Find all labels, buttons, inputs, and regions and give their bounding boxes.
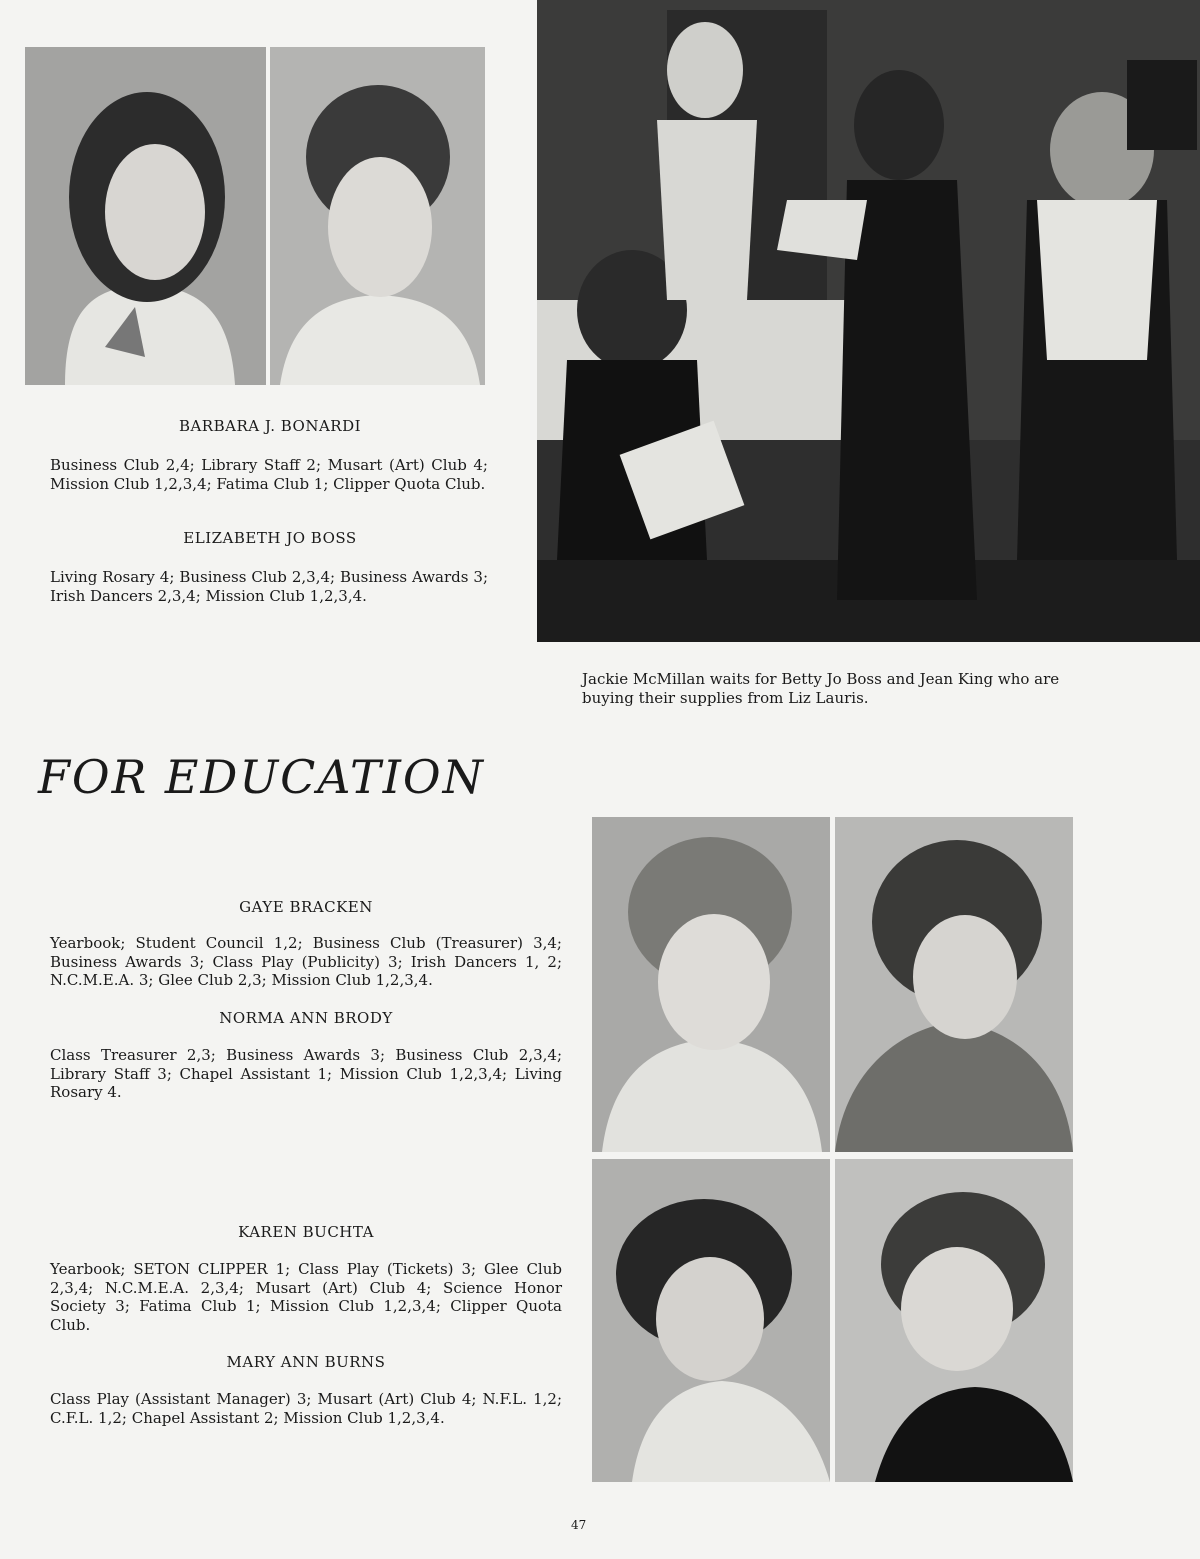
page-number: 47 xyxy=(571,1518,587,1532)
student-activities-mary-ann-burns: Class Play (Assistant Manager) 3; Musart (Art) Club 4; N.F.L. 1,2; C.F.L. 1,2; Chapel Assistant 2; Mission Club 1,2,3,4. xyxy=(50,1390,562,1427)
portrait-norma-brody xyxy=(835,817,1073,1152)
student-name-elizabeth-boss: ELIZABETH JO BOSS xyxy=(183,529,357,547)
portrait-karen-buchta xyxy=(592,1159,830,1482)
student-name-barbara-bonardi: BARBARA J. BONARDI xyxy=(178,417,362,435)
portrait-barbara-bonardi xyxy=(25,47,266,385)
group-photo-supply-store xyxy=(537,0,1200,642)
student-activities-norma-brody: Class Treasurer 2,3; Business Awards 3; Business Club 2,3,4; Library Staff 3; Chapel Assistant 1; Mission Club 1,2,3,4; Living Rosary 4. xyxy=(50,1046,562,1101)
portrait-gaye-bracken xyxy=(592,817,830,1152)
student-activities-karen-buchta: Yearbook; SETON CLIPPER 1; Class Play (Tickets) 3; Glee Club 2,3,4; N.C.M.E.A. 2,3,4; Musart (Art) Club 4; Science Honor Society 3; Fatima Club 1; Mission Club 1,2,3,4; Clipper Quota Club. xyxy=(50,1260,562,1334)
student-name-norma-brody: NORMA ANN BRODY xyxy=(219,1009,393,1027)
student-activities-barbara-bonardi: Business Club 2,4; Library Staff 2; Musart (Art) Club 4; Mission Club 1,2,3,4; Fatima Club 1; Clipper Quota Club. xyxy=(50,456,488,493)
student-name-gaye-bracken: GAYE BRACKEN xyxy=(239,898,373,916)
student-activities-gaye-bracken: Yearbook; Student Council 1,2; Business Club (Treasurer) 3,4; Business Awards 3; Class Play (Publicity) 3; Irish Dancers 1, 2; N.C.M.E.A. 3; Glee Club 2,3; Mission Club 1,2,3,4. xyxy=(50,934,562,989)
student-activities-elizabeth-boss: Living Rosary 4; Business Club 2,3,4; Business Awards 3; Irish Dancers 2,3,4; Mission Club 1,2,3,4. xyxy=(50,568,488,605)
group-photo-caption: Jackie McMillan waits for Betty Jo Boss and Jean King who are buying their supplies from Liz Lauris. xyxy=(582,670,1060,707)
section-heading: FOR EDUCATION xyxy=(38,750,485,804)
student-name-karen-buchta: KAREN BUCHTA xyxy=(238,1223,374,1241)
portrait-elizabeth-boss xyxy=(270,47,485,385)
student-name-mary-ann-burns: MARY ANN BURNS xyxy=(226,1353,386,1371)
portrait-mary-ann-burns xyxy=(835,1159,1073,1482)
